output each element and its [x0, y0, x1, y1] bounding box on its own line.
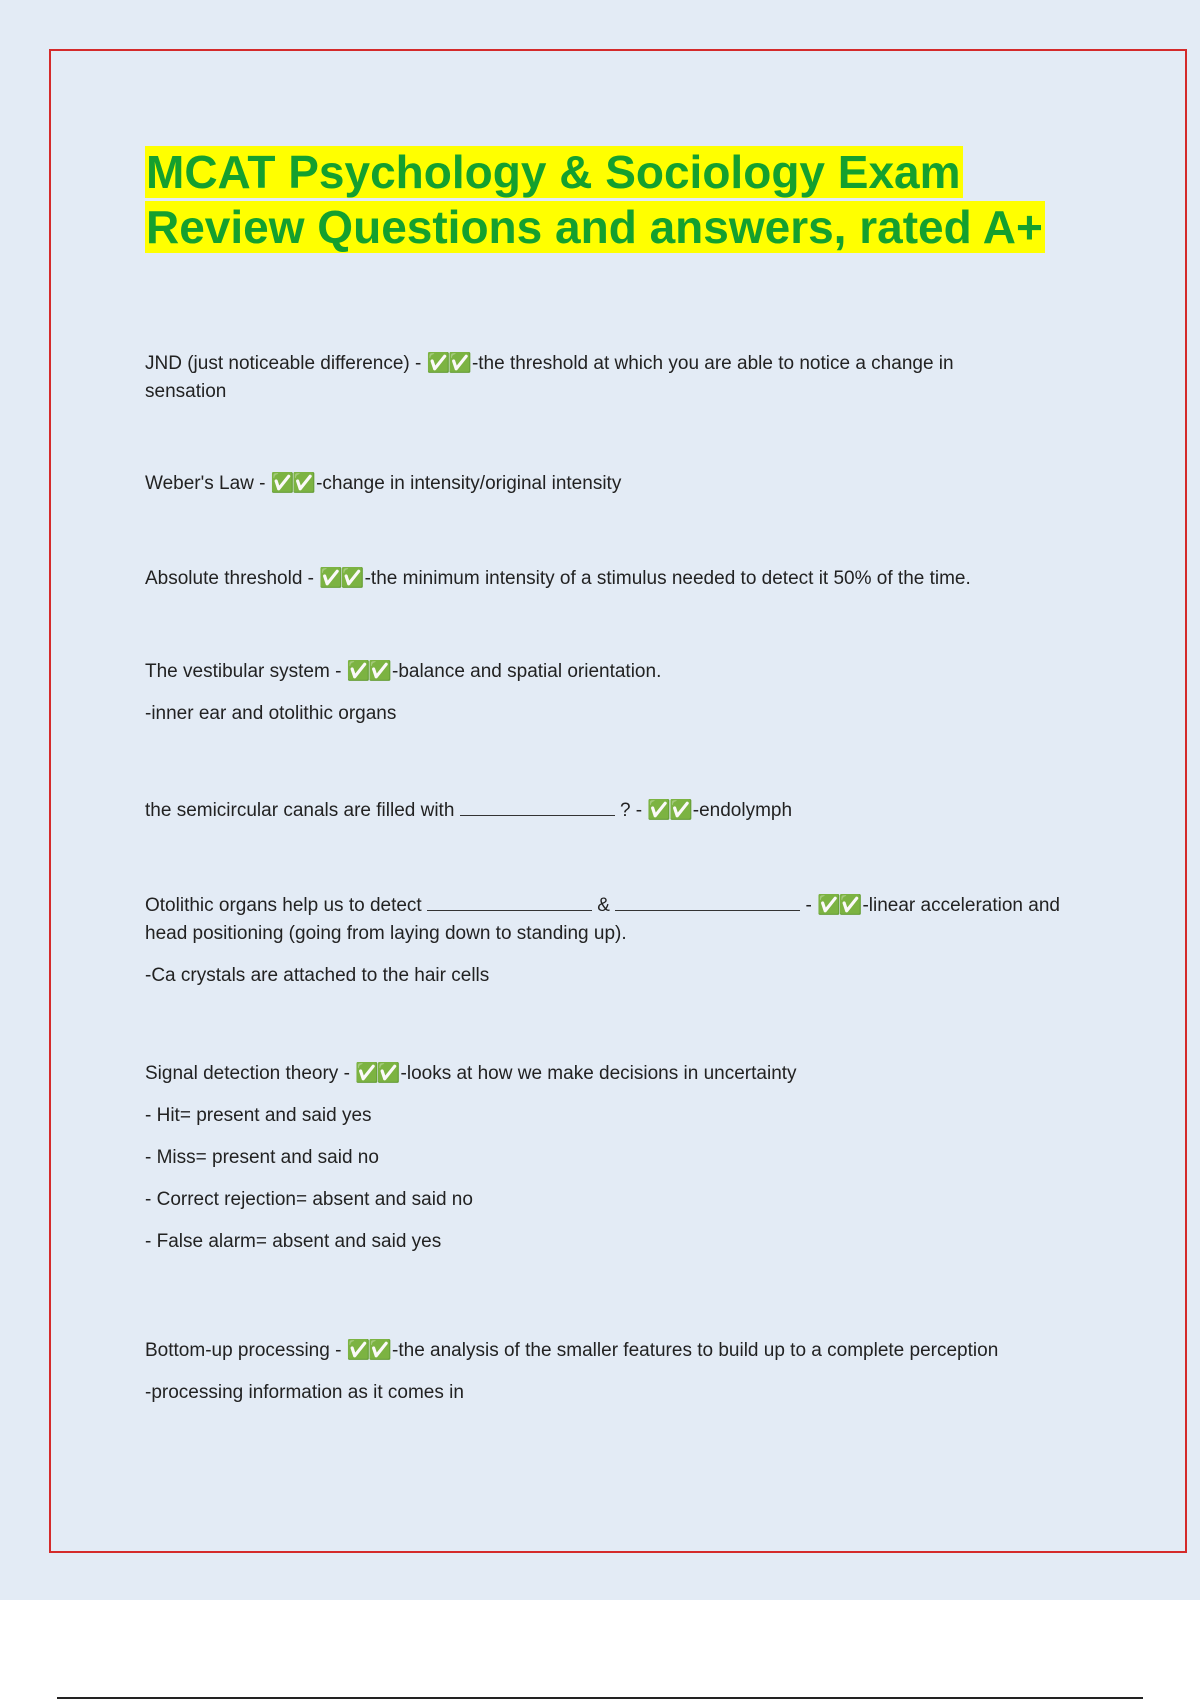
- qa-note: - Miss= present and said no: [145, 1147, 379, 1168]
- qa-item: [145, 470, 1095, 498]
- qa-note: - Hit= present and said yes: [145, 1105, 372, 1126]
- qa-term: The vestibular system -: [145, 661, 347, 682]
- qa-main-line: [145, 797, 1095, 825]
- qa-main-line: [145, 658, 1095, 686]
- double-check-icon: ✅✅: [270, 473, 315, 494]
- qa-term: Bottom-up processing -: [145, 1340, 347, 1361]
- answer-blank: [615, 893, 800, 911]
- document-title: [145, 145, 1095, 255]
- qa-answer: -the analysis of the smaller features to build up to a complete perception: [392, 1340, 999, 1361]
- qa-term: Absolute threshold -: [145, 568, 320, 589]
- title-line-2: Review Questions and answers, rated A+: [146, 201, 1043, 253]
- qa-main-line: [145, 1337, 1095, 1365]
- qa-note: -Ca crystals are attached to the hair cells: [145, 965, 490, 986]
- answer-blank: [427, 893, 592, 911]
- qa-note: -processing information as it comes in: [145, 1382, 464, 1403]
- qa-answer: -endolymph: [692, 800, 793, 821]
- double-check-icon: ✅✅: [346, 661, 390, 682]
- qa-item: [145, 1060, 1095, 1256]
- title-line-1: MCAT Psychology & Sociology Exam: [146, 146, 961, 198]
- qa-answer: -change in intensity/original intensity: [316, 473, 622, 494]
- qa-main-line: [145, 1060, 1095, 1088]
- qa-answer: -the minimum intensity of a stimulus needed to detect it 50% of the time.: [364, 568, 971, 589]
- qa-item: [145, 1337, 1095, 1407]
- qa-answer: -the threshold at which you are able to notice a change in sensation: [145, 353, 954, 402]
- document-body: [145, 145, 1095, 1403]
- qa-answer: -linear acceleration and head positioning (going from laying down to standing up).: [145, 895, 1060, 944]
- qa-item: [145, 658, 1095, 728]
- qa-term: JND (just noticeable difference) -: [145, 353, 427, 374]
- footer-rule: [57, 1697, 1143, 1699]
- qa-term: -: [800, 895, 818, 916]
- qa-term: the semicircular canals are filled with: [145, 800, 460, 821]
- double-check-icon: ✅✅: [426, 353, 470, 374]
- qa-item: [145, 565, 1095, 593]
- double-check-icon: ✅✅: [647, 800, 691, 821]
- qa-main-line: [145, 350, 1025, 406]
- qa-note: - Correct rejection= absent and said no: [145, 1189, 473, 1210]
- qa-term: Weber's Law -: [145, 473, 271, 494]
- qa-item: [145, 797, 1095, 825]
- qa-item: [145, 892, 1095, 990]
- double-check-icon: ✅✅: [346, 1340, 391, 1361]
- answer-blank: [460, 798, 615, 816]
- qa-item: [145, 350, 1025, 406]
- qa-answer: -looks at how we make decisions in uncertainty: [400, 1063, 797, 1084]
- double-check-icon: ✅✅: [817, 895, 861, 916]
- qa-term: Otolithic organs help us to detect: [145, 895, 427, 916]
- qa-note: -inner ear and otolithic organs: [145, 703, 397, 724]
- qa-main-line: [145, 565, 1095, 593]
- qa-term: &: [592, 895, 616, 916]
- qa-main-line: [145, 892, 1095, 948]
- double-check-icon: ✅✅: [355, 1063, 399, 1084]
- qa-term-tail: ? -: [614, 800, 648, 821]
- double-check-icon: ✅✅: [319, 568, 363, 589]
- qa-term: Signal detection theory -: [145, 1063, 356, 1084]
- qa-main-line: [145, 470, 1095, 498]
- qa-answer: -balance and spatial orientation.: [392, 661, 662, 682]
- qa-note: - False alarm= absent and said yes: [145, 1231, 442, 1252]
